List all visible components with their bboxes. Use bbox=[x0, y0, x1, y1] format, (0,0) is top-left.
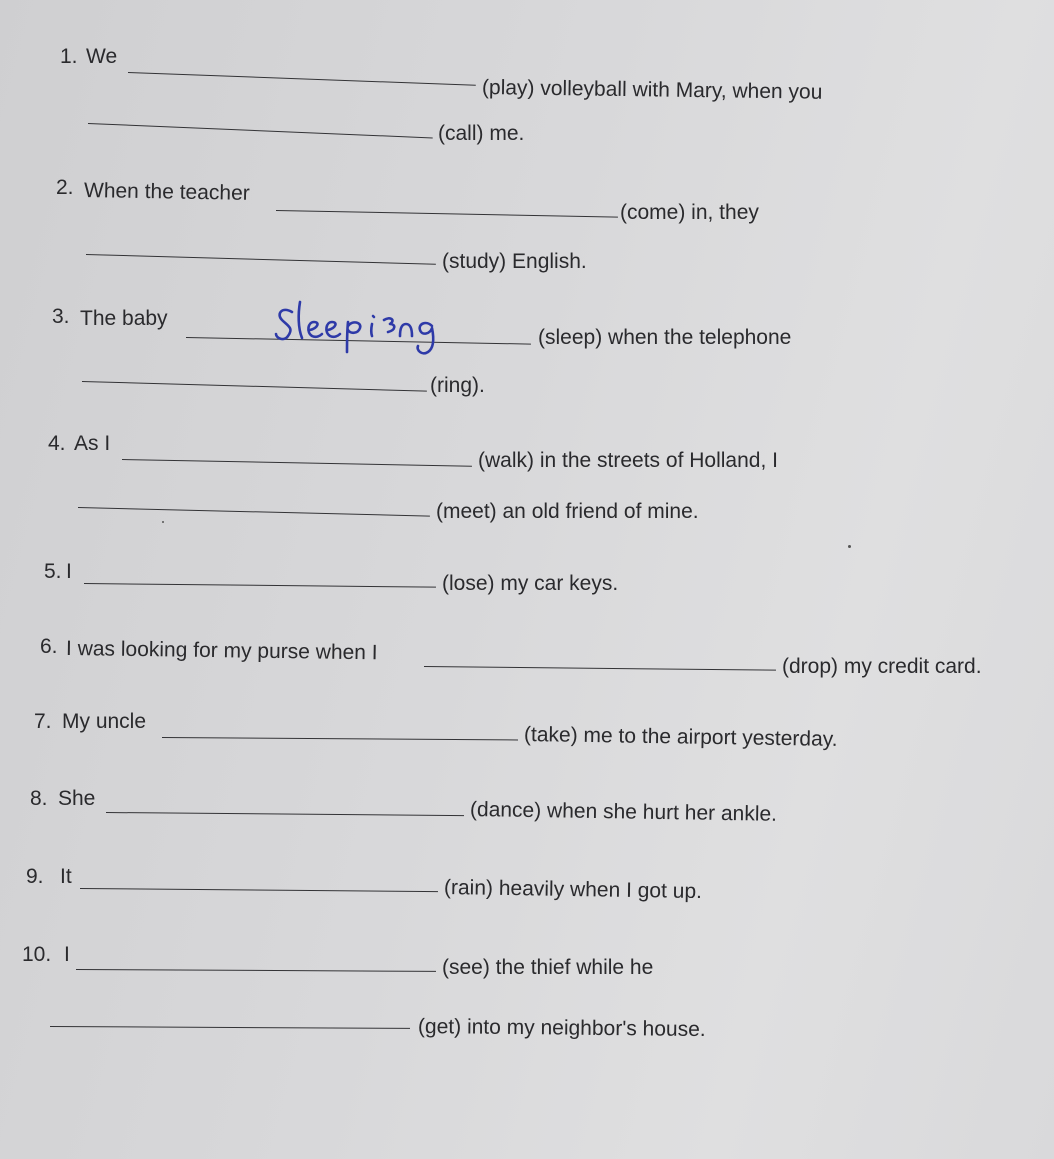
item-4-text-after-2: (meet) an old friend of mine. bbox=[436, 500, 699, 523]
item-5-number: 5. bbox=[44, 560, 62, 583]
item-9-blank-1[interactable] bbox=[80, 888, 438, 892]
item-7-number: 7. bbox=[34, 710, 52, 733]
item-5-text-after: (lose) my car keys. bbox=[442, 572, 619, 595]
item-8-text-after: (dance) when she hurt her ankle. bbox=[469, 798, 778, 826]
item-10-text-after: (see) the thief while he bbox=[442, 956, 654, 979]
item-3-text-after: (sleep) when the telephone bbox=[538, 326, 792, 349]
item-7-text-after: (take) me to the airport yesterday. bbox=[523, 723, 838, 751]
item-10-text-after-2: (get) into my neighbor's house. bbox=[417, 1015, 706, 1042]
item-9-number: 9. bbox=[26, 865, 44, 888]
item-4-text-after: (walk) in the streets of Holland, I bbox=[478, 449, 778, 472]
item-10-text-before: I bbox=[64, 943, 70, 966]
item-1-blank-2[interactable] bbox=[88, 123, 433, 138]
item-7-text-before: My uncle bbox=[62, 710, 147, 733]
item-7-blank-1[interactable] bbox=[162, 737, 518, 740]
item-3-text-after-2: (ring). bbox=[430, 374, 485, 397]
item-8-blank-1[interactable] bbox=[106, 812, 464, 816]
item-6-number: 6. bbox=[40, 635, 58, 658]
item-10-blank-2[interactable] bbox=[50, 1026, 410, 1029]
item-4-blank-1[interactable] bbox=[122, 459, 472, 467]
item-6-text-before: I was looking for my purse when I bbox=[65, 637, 378, 665]
item-3-text-before: The baby bbox=[80, 307, 168, 330]
item-8-number: 8. bbox=[30, 787, 48, 810]
item-4-text-before: As I bbox=[74, 432, 111, 455]
item-6-text-after: (drop) my credit card. bbox=[782, 655, 982, 678]
item-1-text-after-2: (call) me. bbox=[438, 122, 525, 145]
paper-speck bbox=[848, 545, 851, 548]
item-1-text-before: We bbox=[86, 45, 118, 68]
item-8-text-before: She bbox=[58, 787, 96, 810]
item-10-blank-1[interactable] bbox=[76, 969, 436, 972]
item-3-number: 3. bbox=[52, 305, 70, 328]
item-9-text-before: It bbox=[60, 865, 72, 888]
item-10-number: 10. bbox=[22, 943, 52, 966]
item-1-number: 1. bbox=[60, 45, 78, 68]
item-2-text-after-2: (study) English. bbox=[442, 250, 587, 273]
item-2-text-after: (come) in, they bbox=[620, 201, 759, 224]
item-5-text-before: I bbox=[66, 560, 72, 583]
item-3-handwritten-answer bbox=[272, 296, 448, 356]
item-6-blank-1[interactable] bbox=[424, 666, 776, 671]
item-2-text-before: When the teacher bbox=[83, 179, 250, 205]
item-1-blank-1[interactable] bbox=[128, 72, 476, 86]
item-5-blank-1[interactable] bbox=[84, 583, 436, 588]
item-4-number: 4. bbox=[48, 432, 66, 455]
item-1-text-after: (play) volleyball with Mary, when you bbox=[481, 76, 823, 104]
item-2-number: 2. bbox=[56, 176, 74, 199]
item-2-blank-1[interactable] bbox=[276, 210, 618, 218]
paper-speck bbox=[162, 521, 164, 523]
item-4-blank-2[interactable] bbox=[78, 507, 430, 517]
item-2-blank-2[interactable] bbox=[86, 254, 436, 265]
item-3-blank-2[interactable] bbox=[82, 381, 427, 392]
item-9-text-after: (rain) heavily when I got up. bbox=[443, 876, 703, 904]
